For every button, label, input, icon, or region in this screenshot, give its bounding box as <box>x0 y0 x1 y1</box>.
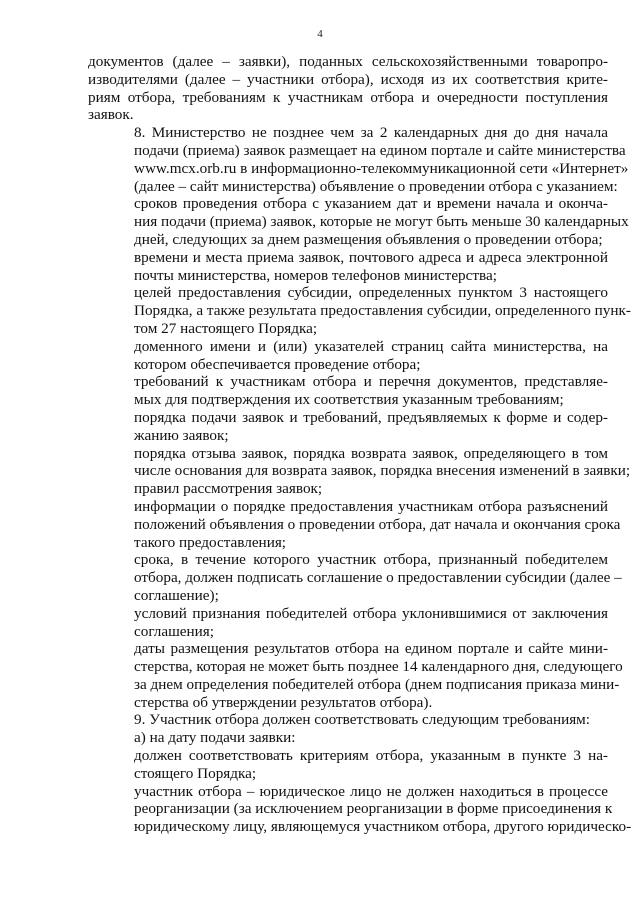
text-line: изводителями (далее – участники отбора), исходя из их соответствия крите- <box>88 70 608 88</box>
text-line: за днем определения победителей отбора (днем подписания приказа мини- <box>134 675 620 693</box>
paragraph <box>88 444 631 481</box>
paragraph <box>88 711 608 729</box>
paragraph <box>88 640 623 711</box>
text-line: стоящего Порядка; <box>134 764 257 782</box>
text-line: времени и места приема заявок, почтового адреса и адреса электронной <box>134 248 608 266</box>
text-line: 8. Министерство не позднее чем за 2 календарных дня до дня начала <box>134 124 608 142</box>
text-line: 9. Участник отбора должен соответствовать следующим требованиям: <box>134 711 591 729</box>
text-line: положений объявления о проведении отбора, дат начала и окончания срока <box>134 515 621 533</box>
paragraph <box>88 338 608 374</box>
text-line: жанию заявок; <box>134 426 229 444</box>
paragraph <box>88 409 608 445</box>
paragraph <box>88 782 632 836</box>
text-line: дней, следующих за днем размещения объявления о проведении отбора; <box>134 230 603 248</box>
text-line: правил рассмотрения заявок; <box>134 480 323 498</box>
paragraph <box>88 729 608 747</box>
paragraph <box>88 551 622 604</box>
text-line: срока, в течение которого участник отбора, признанный победителем <box>134 551 608 569</box>
paragraph <box>88 373 608 409</box>
page-number: 4 <box>317 28 323 40</box>
text-line: котором обеспечивается проведение отбора; <box>134 355 421 373</box>
text-line: реорганизации (за исключением реорганизации в форме присоединения к <box>134 800 613 818</box>
text-line: целей предоставления субсидии, определенных пунктом 3 настоящего <box>134 284 608 302</box>
paragraph <box>88 53 608 124</box>
text-line: условий признания победителей отбора уклонившимися от заключения <box>134 604 608 622</box>
text-line: мых для подтверждения их соответствия указанным требованиям; <box>134 391 564 409</box>
text-line: участник отбора – юридическое лицо не должен находиться в процессе <box>134 782 608 800</box>
text-line: даты размещения результатов отбора на едином портале и сайте мини- <box>134 640 608 658</box>
text-line: порядка подачи заявок и требований, предъявляемых к форме и содер- <box>134 408 608 426</box>
text-line: стерства об утверждении результатов отбора). <box>134 693 433 711</box>
paragraph <box>88 284 631 337</box>
text-line: порядка отзыва заявок, порядка возврата заявок, определяющего в том <box>134 444 608 462</box>
paragraph <box>88 249 608 285</box>
paragraph <box>88 497 621 551</box>
text-line: риям отбора, требованиям к участникам отбора и очередности поступления <box>88 88 608 106</box>
text-line: а) на дату подачи заявки: <box>134 729 296 747</box>
text-line: заявок. <box>88 106 134 124</box>
text-line: соглашения; <box>134 622 215 640</box>
text-line: требований к участникам отбора и перечня документов, представляе- <box>134 373 608 391</box>
text-line: отбора, должен подписать соглашение о предоставлении субсидии (далее – <box>134 569 622 587</box>
text-line: стерства, которая не может быть позднее 14 календарного дня, следующего <box>134 658 623 676</box>
paragraph <box>88 747 608 783</box>
text-line: доменного имени и (или) указателей страниц сайта министерства, на <box>134 337 608 355</box>
text-line: информации о порядке предоставления участникам отбора разъяснений <box>134 497 608 515</box>
text-line: (далее – сайт министерства) объявление о проведении отбора с указанием: <box>134 177 618 195</box>
text-line: том 27 настоящего Порядка; <box>134 319 318 337</box>
text-line: сроков проведения отбора с указанием дат и времени начала и оконча- <box>134 195 608 213</box>
text-line: числе основания для возврата заявок, порядка внесения изменений в заявки; <box>134 462 631 480</box>
text-line: документов (далее – заявки), поданных сельскохозяйственными товаропро- <box>88 53 608 70</box>
paragraph <box>88 124 629 195</box>
text-line: юридическому лицу, являющемуся участником отбора, другого юридическо- <box>134 818 632 836</box>
text-line: Порядка, а также результата предоставления субсидии, определенного пунк- <box>134 302 631 320</box>
document-body <box>88 53 632 836</box>
paragraph <box>88 195 629 248</box>
text-line: должен соответствовать критериям отбора, указанным в пункте 3 на- <box>134 747 608 765</box>
text-line: почты министерства, номеров телефонов министерства; <box>134 266 497 284</box>
text-line: ния подачи (приема) заявок, которые не могут быть меньше 30 календарных <box>134 213 629 231</box>
text-line: подачи (приема) заявок размещает на едином портале и сайте министерства <box>134 141 626 159</box>
paragraph <box>88 605 608 641</box>
text-line: соглашение); <box>134 586 219 604</box>
text-line: такого предоставления; <box>134 533 287 551</box>
paragraph <box>88 480 608 498</box>
text-line: www.mcx.orb.ru в информационно-телекоммуникационной сети «Интернет» <box>134 159 629 177</box>
